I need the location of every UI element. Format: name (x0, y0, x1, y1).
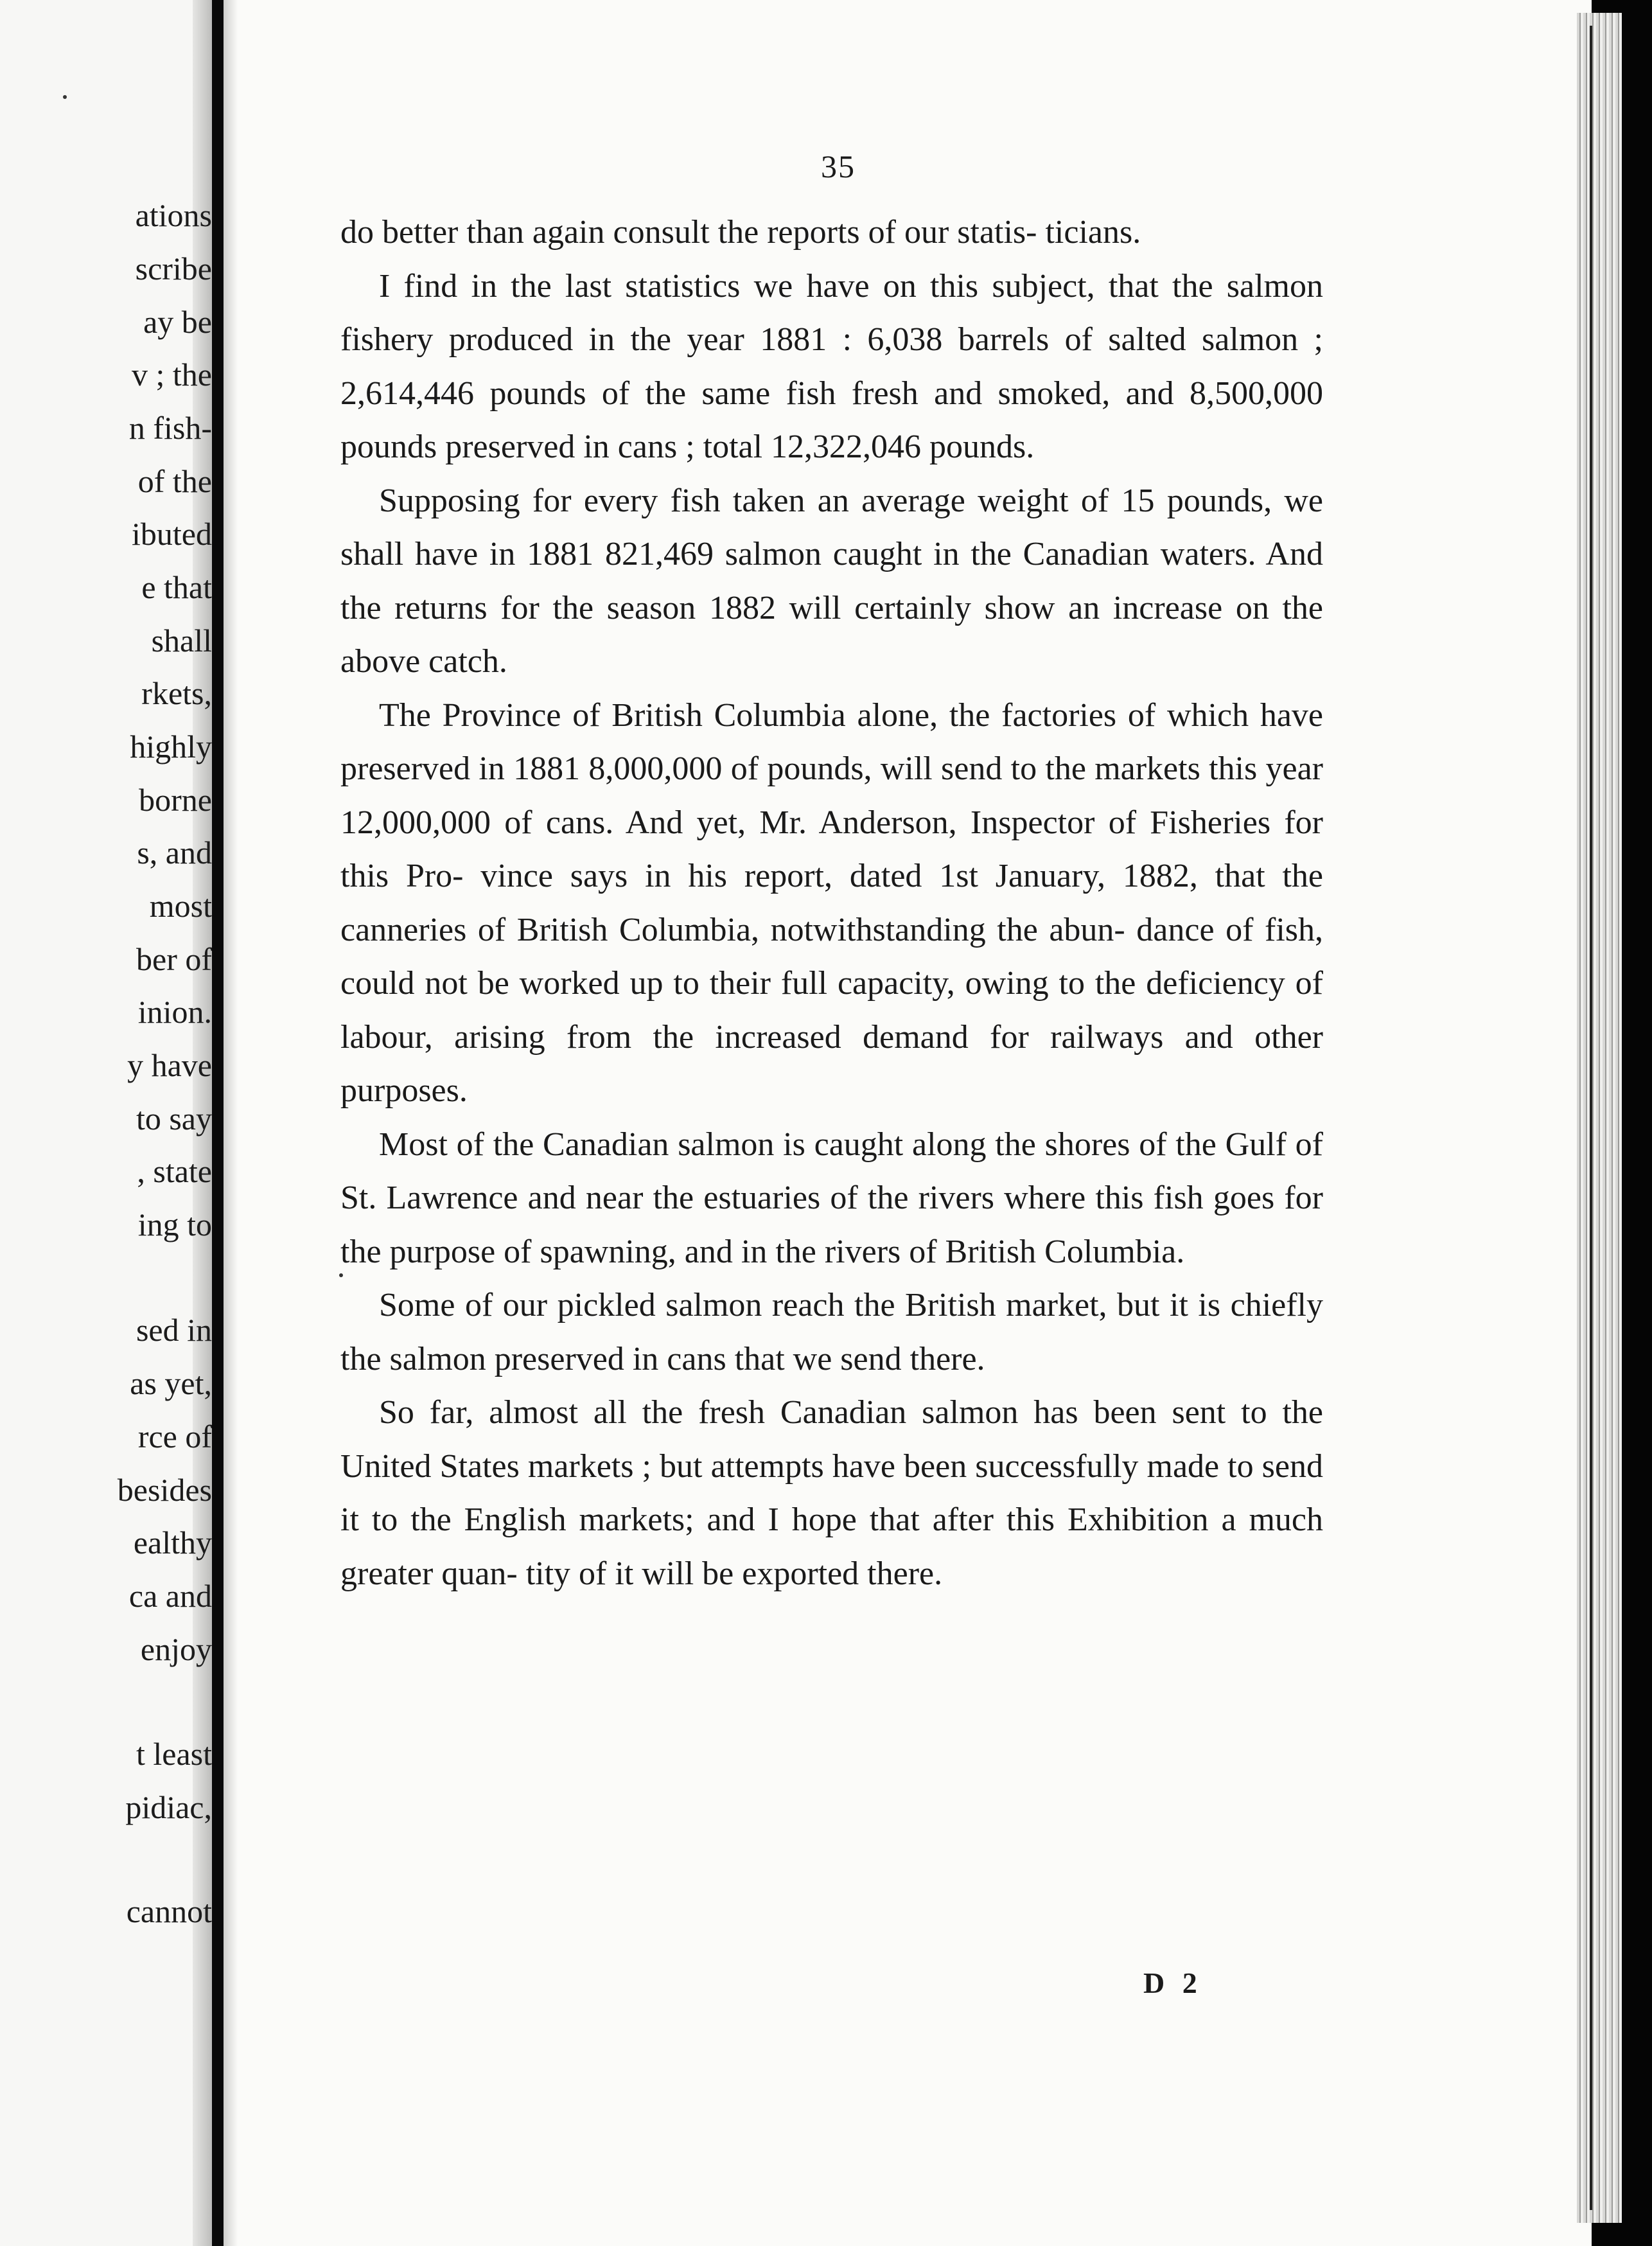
left-page-line: most (149, 888, 212, 924)
left-page-line: ber of (136, 941, 212, 977)
paragraph: Supposing for every fish taken an average weight of 15 pounds, we shall have in 1881 821,469 salmon caught in the Canadian waters. And the returns for the season 1882 will certainly show an increase on the above catch. (340, 482, 1323, 680)
left-page-line: scribe (135, 251, 212, 287)
paragraph: Most of the Canadian salmon is caught along the shores of the Gulf of St. Lawrence and near the estuaries of the rivers where this fish goes for the purpose of spawning, and in the rivers of British Columbia. (340, 1126, 1323, 1270)
left-page-line: y have (127, 1047, 212, 1083)
left-page-line: t least (136, 1736, 212, 1772)
paragraph: I find in the last statistics we have on this subject, that the salmon fishery produced in the year 1881 : 6,038 barrels of salted salmon ; 2,614,446 pounds of the same fish fresh and smoked, and 8,500,000 pounds preserved in cans ; total 12,322,046 pounds. (340, 267, 1323, 465)
left-page-line: ca and (128, 1578, 212, 1614)
left-page-line: rkets, (141, 675, 212, 711)
left-page-line: rce of (137, 1419, 212, 1455)
ink-speck (339, 1273, 343, 1277)
paragraph: do better than again consult the reports of our statis- ticians. (340, 214, 1141, 251)
left-page-line: n fish- (128, 410, 212, 446)
paragraph: Some of our pickled salmon reach the British market, but it is chiefly the salmon preserved in cans that we send there. (340, 1287, 1323, 1377)
ink-speck (63, 95, 67, 99)
left-page-line: ay be (143, 304, 212, 340)
page-edge-line (1590, 26, 1592, 2210)
body-text (340, 206, 1323, 1600)
left-page-line: e that (141, 569, 212, 605)
left-page-line: s, and (137, 835, 212, 871)
left-page-line: to say (136, 1101, 212, 1136)
left-page-line: borne (139, 782, 212, 818)
left-page-line: shall (151, 623, 212, 659)
left-page-line: ibuted (132, 516, 212, 552)
signature-mark: D 2 (1143, 1967, 1202, 1999)
left-page-line: ations (135, 197, 212, 233)
left-page-line: cannot (126, 1893, 212, 1929)
left-page-line: ealthy (133, 1525, 212, 1561)
paragraph: The Province of British Columbia alone, the factories of which have preserved in 1881 8,000,000 of pounds, will send to the markets this year 12,000,000 of cans. And yet, Mr. Anderson, Inspector of Fisheries for this Pro- vince says in his report, dated 1st January, 1882, that the canneries of British Columbia, notwithstanding the abun- dance of fish, could not be worked up to their full capacity, owing to the deficiency of labour, arising from the increased demand for railways and other purposes. (340, 696, 1323, 1109)
left-page-line: sed in (136, 1312, 212, 1348)
paragraph: So far, almost all the fresh Canadian salmon has been sent to the United States markets ; but attempts have been successfully made to send it to the English markets; and I hope that after this Exhibition a much greater quan- tity of it will be exported there. (340, 1394, 1323, 1592)
page-gutter-shadow (224, 0, 238, 2246)
left-page-line: , state (137, 1153, 212, 1189)
left-page-line: highly (130, 729, 212, 765)
book-binding (212, 0, 224, 2246)
left-page-line: ing to (137, 1207, 212, 1242)
left-page-line: v ; the (132, 357, 212, 393)
page-number: 35 (821, 148, 856, 184)
left-page-line: besides (117, 1472, 212, 1508)
page-edges (1577, 13, 1622, 2223)
left-page-line: of the (137, 463, 212, 499)
left-page-line: inion. (137, 994, 212, 1030)
left-page-line: as yet, (130, 1365, 212, 1401)
left-page-line: pidiac, (125, 1789, 212, 1825)
left-page-line: enjoy (140, 1631, 212, 1667)
